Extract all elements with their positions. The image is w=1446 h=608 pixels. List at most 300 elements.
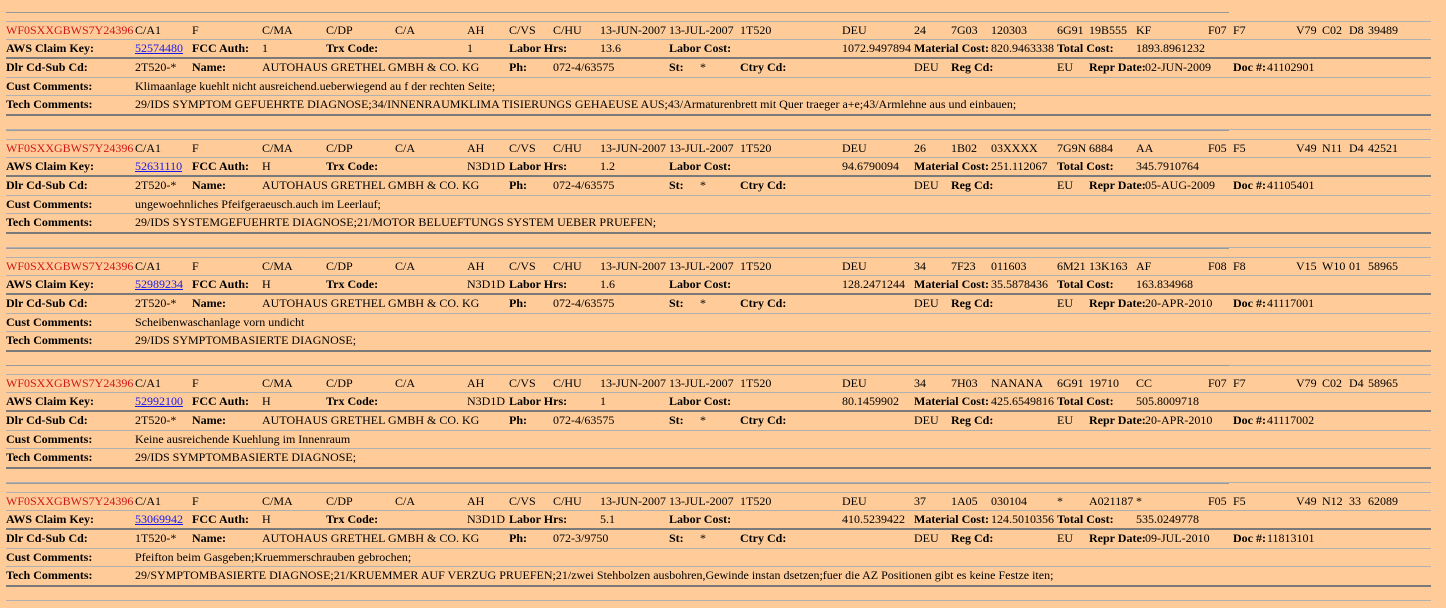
header-field: V79 (1296, 23, 1317, 37)
row-divider (6, 467, 1431, 469)
dlr-cd-label: Dlr Cd-Sub Cd: (6, 531, 88, 545)
header-field: C/A (395, 494, 416, 508)
aws-claim-key-label: AWS Claim Key: (6, 277, 94, 291)
material-cost-label: Material Cost: (914, 41, 989, 55)
row-divider (6, 39, 1431, 40)
header-field: 39489 (1368, 23, 1398, 37)
cust-comments-value: Pfeifton beim Gasgeben;Kruemmerschrauben gebrochen; (135, 550, 412, 564)
dealer-name: AUTOHAUS GRETHEL GMBH & CO. KG (262, 531, 480, 545)
dlr-cd-label: Dlr Cd-Sub Cd: (6, 413, 88, 427)
tech-comments-value: 29/IDS SYMPTOMBASIERTE DIAGNOSE; (135, 333, 357, 347)
header-field: C/A1 (135, 141, 162, 155)
header-field: C/A (395, 376, 416, 390)
material-cost-value: 820.9463338 (991, 41, 1054, 55)
cust-comments-label: Cust Comments: (6, 315, 93, 329)
header-field: F (192, 259, 199, 273)
row-divider (6, 195, 1431, 196)
header-field: 24 (914, 23, 926, 37)
vin: WF0SXXGBWS7Y24396 (6, 259, 134, 273)
row-divider (6, 313, 1431, 314)
total-cost-value: 505.8009718 (1136, 394, 1199, 408)
aws-claim-key-label: AWS Claim Key: (6, 512, 94, 526)
st-value: * (700, 296, 706, 310)
header-field: AH (467, 494, 485, 508)
row-divider (6, 213, 1431, 214)
claim-record (0, 137, 1446, 255)
header-field: C/DP (326, 23, 353, 37)
header-field: DEU (842, 494, 867, 508)
header-field: 13-JUN-2007 (600, 141, 666, 155)
dlr-cd-value: 2T520-* (135, 178, 177, 192)
repr-date-label: Repr Date: (1089, 413, 1146, 427)
row-divider (6, 430, 1431, 431)
header-field: F (192, 376, 199, 390)
aws-claim-key-link[interactable]: 52631110 (135, 159, 183, 173)
header-field: C/A (395, 259, 416, 273)
header-field: DEU (842, 376, 867, 390)
dlr-cd-label: Dlr Cd-Sub Cd: (6, 60, 88, 74)
row-divider (6, 510, 1431, 511)
record-separator (6, 365, 1229, 366)
header-field: F05 (1208, 141, 1227, 155)
cust-comments-value: ungewoehnliches Pfeifgeraeusch.auch im Leerlauf; (135, 197, 381, 211)
st-value: * (700, 60, 706, 74)
header-field: 7H03 (951, 376, 978, 390)
row-divider (6, 528, 1431, 530)
material-cost-value: 124.5010356 (991, 512, 1054, 526)
header-field: C/MA (262, 494, 293, 508)
phone-value: 072-4/63575 (553, 413, 615, 427)
header-field: C/VS (509, 376, 536, 390)
labor-hrs-value: 1.6 (600, 277, 615, 291)
labor-hrs-label: Labor Hrs: (509, 512, 568, 526)
header-field: 6G91 (1057, 376, 1084, 390)
record-separator (6, 248, 1229, 249)
header-field: 120303 (991, 23, 1027, 37)
header-field: 33 (1349, 494, 1361, 508)
header-field: F07 (1208, 23, 1227, 37)
header-field: DEU (842, 141, 867, 155)
header-field: 19710 (1089, 376, 1119, 390)
header-field: AH (467, 141, 485, 155)
header-field: 13-JUN-2007 (600, 376, 666, 390)
header-field: 58965 (1368, 376, 1398, 390)
header-field: F5 (1233, 141, 1246, 155)
row-divider (6, 95, 1431, 96)
header-field: 13-JUL-2007 (669, 494, 734, 508)
dealer-name: AUTOHAUS GRETHEL GMBH & CO. KG (262, 178, 480, 192)
labor-cost-value: 128.2471244 (842, 277, 905, 291)
header-field: V79 (1296, 376, 1317, 390)
ph-label: Ph: (509, 531, 527, 545)
aws-claim-key-link[interactable]: 52992100 (135, 394, 183, 408)
row-divider (6, 585, 1431, 587)
dlr-cd-value: 2T520-* (135, 413, 177, 427)
header-field: F (192, 23, 199, 37)
fcc-auth-value: H (262, 512, 271, 526)
aws-claim-key-label: AWS Claim Key: (6, 159, 94, 173)
total-cost-label: Total Cost: (1057, 159, 1114, 173)
header-field: 13-JUN-2007 (600, 23, 666, 37)
header-field: F08 (1208, 259, 1227, 273)
total-cost-label: Total Cost: (1057, 41, 1114, 55)
doc-no-label: Doc #: (1233, 60, 1266, 74)
header-field: C/HU (553, 376, 582, 390)
st-value: * (700, 413, 706, 427)
labor-cost-label: Labor Cost: (669, 512, 732, 526)
row-divider (6, 600, 1431, 601)
header-field: 03XXXX (991, 141, 1038, 155)
header-field: C/MA (262, 259, 293, 273)
header-field: N12 (1322, 494, 1343, 508)
trx-code-label: Trx Code: (326, 394, 379, 408)
header-field: 011603 (991, 259, 1027, 273)
labor-hrs-value: 1.2 (600, 159, 615, 173)
header-field: 13K163 (1089, 259, 1128, 273)
header-field: DEU (842, 23, 867, 37)
header-field: 6884 (1089, 141, 1113, 155)
header-field: C/HU (553, 141, 582, 155)
row-divider (6, 392, 1431, 393)
ph-label: Ph: (509, 413, 527, 427)
ctry-cd-label: Ctry Cd: (740, 413, 787, 427)
labor-hrs-label: Labor Hrs: (509, 277, 568, 291)
header-field: 7F23 (951, 259, 976, 273)
repr-date-value: 02-JUN-2009 (1145, 60, 1211, 74)
header-field: AA (1136, 141, 1154, 155)
total-cost-value: 1893.8961232 (1136, 41, 1205, 55)
material-cost-value: 425.6549816 (991, 394, 1054, 408)
ctry-cd-value: DEU (914, 296, 939, 310)
st-value: * (700, 531, 706, 545)
header-field: C/A1 (135, 376, 162, 390)
row-divider (6, 77, 1431, 78)
fcc-auth-label: FCC Auth: (192, 394, 250, 408)
st-label: St: (669, 531, 684, 545)
header-field: C/MA (262, 376, 293, 390)
trx-code-label: Trx Code: (326, 159, 379, 173)
header-field: C/A1 (135, 23, 162, 37)
ctry-cd-value: DEU (914, 178, 939, 192)
header-field: C/VS (509, 259, 536, 273)
phone-value: 072-4/63575 (553, 60, 615, 74)
trx-code-label: Trx Code: (326, 277, 379, 291)
reg-cd-label: Reg Cd: (951, 531, 994, 545)
aws-claim-key-link[interactable]: 52989234 (135, 277, 183, 291)
reg-cd-label: Reg Cd: (951, 413, 994, 427)
row-divider (6, 374, 1431, 375)
header-field: C/DP (326, 259, 353, 273)
material-cost-label: Material Cost: (914, 159, 989, 173)
row-divider (6, 410, 1431, 412)
repr-date-label: Repr Date: (1089, 178, 1146, 192)
record-separator (6, 12, 1229, 13)
st-value: * (700, 178, 706, 192)
header-field: * (1136, 494, 1142, 508)
header-field: 1T520 (740, 141, 772, 155)
header-field: 34 (914, 376, 926, 390)
dealer-name: AUTOHAUS GRETHEL GMBH & CO. KG (262, 296, 480, 310)
row-divider (6, 157, 1431, 158)
header-field: 6G91 (1057, 23, 1084, 37)
header-field: C/VS (509, 494, 536, 508)
dlr-cd-value: 2T520-* (135, 296, 177, 310)
header-field: W10 (1322, 259, 1346, 273)
header-field: 7G03 (951, 23, 978, 37)
dlr-cd-value: 1T520-* (135, 531, 177, 545)
header-field: A021187 (1089, 494, 1134, 508)
repr-date-value: 05-AUG-2009 (1145, 178, 1215, 192)
row-divider (6, 350, 1431, 352)
fcc-auth-value: H (262, 277, 271, 291)
tech-comments-label: Tech Comments: (6, 568, 93, 582)
header-field: * (1057, 494, 1063, 508)
labor-hrs-label: Labor Hrs: (509, 394, 568, 408)
cust-comments-value: Keine ausreichende Kuehlung im Innenraum (135, 432, 351, 446)
cust-comments-label: Cust Comments: (6, 432, 93, 446)
phone-value: 072-4/63575 (553, 296, 615, 310)
reg-cd-label: Reg Cd: (951, 178, 994, 192)
header-field: AF (1136, 259, 1152, 273)
header-field: V49 (1296, 141, 1317, 155)
row-divider (6, 448, 1431, 449)
total-cost-label: Total Cost: (1057, 277, 1114, 291)
header-field: F05 (1208, 494, 1227, 508)
total-cost-value: 163.834968 (1136, 277, 1193, 291)
trx-code-value: N3D1D (467, 277, 505, 291)
doc-no-value: 41102901 (1267, 60, 1315, 74)
trx-code-label: Trx Code: (326, 512, 379, 526)
row-divider (6, 257, 1431, 258)
tech-comments-label: Tech Comments: (6, 97, 93, 111)
cust-comments-label: Cust Comments: (6, 197, 93, 211)
header-field: 42521 (1368, 141, 1398, 155)
header-field: AH (467, 23, 485, 37)
labor-cost-label: Labor Cost: (669, 41, 732, 55)
header-field: D4 (1349, 376, 1364, 390)
trx-code-value: N3D1D (467, 159, 505, 173)
header-field: 6M21 (1057, 259, 1086, 273)
trx-code-value: N3D1D (467, 512, 505, 526)
cust-comments-value: Klimaanlage kuehlt nicht ausreichend.ueberwiegend au f der rechten Seite; (135, 79, 496, 93)
row-divider (6, 175, 1431, 177)
ph-label: Ph: (509, 60, 527, 74)
header-field: 13-JUN-2007 (600, 494, 666, 508)
header-field: 1T520 (740, 23, 772, 37)
cust-comments-value: Scheibenwaschanlage vorn undicht (135, 315, 305, 329)
header-field: C/HU (553, 23, 582, 37)
labor-cost-value: 1072.9497894 (842, 41, 911, 55)
tech-comments-value: 29/SYMPTOMBASIERTE DIAGNOSE;21/KRUEMMER AUF VERZUG PRUEFEN;21/zwei Stehbolzen ausbohren,Gewinde instan dsetzen;fuer die AZ Positionen gibt es keine Festze iten; (135, 568, 1054, 582)
tech-comments-value: 29/IDS SYMPTOM GEFUEHRTE DIAGNOSE;34/INNENRAUMKLIMA TISIERUNGS GEHAEUSE AUS;43/Armaturenbrett mit Quer traeger a+e;43/Armlehne aus und einbauen; (135, 97, 1017, 111)
labor-cost-value: 80.1459902 (842, 394, 899, 408)
phone-value: 072-4/63575 (553, 178, 615, 192)
reg-cd-value: EU (1057, 413, 1073, 427)
header-field: 26 (914, 141, 926, 155)
header-field: AH (467, 259, 485, 273)
aws-claim-key-label: AWS Claim Key: (6, 41, 94, 55)
repr-date-label: Repr Date: (1089, 60, 1146, 74)
fcc-auth-label: FCC Auth: (192, 159, 250, 173)
phone-value: 072-3/9750 (553, 531, 609, 545)
tech-comments-value: 29/IDS SYSTEMGEFUEHRTE DIAGNOSE;21/MOTOR BELUEFTUNGS SYSTEM UEBER PRUEFEN; (135, 215, 657, 229)
header-field: C/DP (326, 376, 353, 390)
header-field: F (192, 141, 199, 155)
header-field: 13-JUL-2007 (669, 376, 734, 390)
doc-no-value: 41117001 (1267, 296, 1315, 310)
header-field: NANANA (991, 376, 1043, 390)
aws-claim-key-link[interactable]: 52574480 (135, 41, 183, 55)
cust-comments-label: Cust Comments: (6, 79, 93, 93)
dlr-cd-label: Dlr Cd-Sub Cd: (6, 178, 88, 192)
record-separator (6, 130, 1229, 131)
row-divider (6, 275, 1431, 276)
vin: WF0SXXGBWS7Y24396 (6, 494, 134, 508)
st-label: St: (669, 413, 684, 427)
fcc-auth-value: H (262, 159, 271, 173)
header-field: C/DP (326, 141, 353, 155)
doc-no-value: 41105401 (1267, 178, 1315, 192)
name-label: Name: (192, 531, 226, 545)
tech-comments-value: 29/IDS SYMPTOMBASIERTE DIAGNOSE; (135, 450, 357, 464)
header-field: F7 (1233, 376, 1246, 390)
total-cost-value: 345.7910764 (1136, 159, 1199, 173)
fcc-auth-label: FCC Auth: (192, 512, 250, 526)
header-field: C/HU (553, 494, 582, 508)
vin: WF0SXXGBWS7Y24396 (6, 376, 134, 390)
header-field: C/A1 (135, 494, 162, 508)
repr-date-label: Repr Date: (1089, 296, 1146, 310)
row-divider (6, 331, 1431, 332)
ctry-cd-value: DEU (914, 413, 939, 427)
row-divider (6, 232, 1431, 234)
header-field: 01 (1349, 259, 1361, 273)
header-field: 13-JUL-2007 (669, 23, 734, 37)
header-field: C/VS (509, 23, 536, 37)
reg-cd-label: Reg Cd: (951, 296, 994, 310)
total-cost-value: 535.0249778 (1136, 512, 1199, 526)
ctry-cd-label: Ctry Cd: (740, 178, 787, 192)
reg-cd-value: EU (1057, 60, 1073, 74)
labor-hrs-label: Labor Hrs: (509, 159, 568, 173)
ph-label: Ph: (509, 178, 527, 192)
header-field: F07 (1208, 376, 1227, 390)
aws-claim-key-label: AWS Claim Key: (6, 394, 94, 408)
fcc-auth-label: FCC Auth: (192, 41, 250, 55)
st-label: St: (669, 296, 684, 310)
fcc-auth-label: FCC Auth: (192, 277, 250, 291)
header-field: C/MA (262, 141, 293, 155)
dealer-name: AUTOHAUS GRETHEL GMBH & CO. KG (262, 413, 480, 427)
header-field: F5 (1233, 494, 1246, 508)
row-divider (6, 139, 1431, 140)
header-field: N11 (1322, 141, 1343, 155)
claim-record (0, 255, 1446, 373)
header-field: C02 (1322, 376, 1343, 390)
row-divider (6, 548, 1431, 549)
header-field: F7 (1233, 23, 1246, 37)
dealer-name: AUTOHAUS GRETHEL GMBH & CO. KG (262, 60, 480, 74)
header-field: CC (1136, 376, 1153, 390)
doc-no-label: Doc #: (1233, 296, 1266, 310)
header-field: 1T520 (740, 376, 772, 390)
ctry-cd-label: Ctry Cd: (740, 296, 787, 310)
reg-cd-value: EU (1057, 531, 1073, 545)
labor-cost-value: 94.6790094 (842, 159, 899, 173)
record-separator (6, 483, 1229, 484)
claim-record (0, 490, 1446, 608)
reg-cd-value: EU (1057, 178, 1073, 192)
labor-hrs-value: 5.1 (600, 512, 615, 526)
fcc-auth-value: H (262, 394, 271, 408)
labor-cost-label: Labor Cost: (669, 277, 732, 291)
tech-comments-label: Tech Comments: (6, 215, 93, 229)
header-field: 7G9N (1057, 141, 1087, 155)
fcc-auth-value: 1 (262, 41, 268, 55)
material-cost-value: 251.112067 (991, 159, 1048, 173)
doc-no-value: 11813101 (1267, 531, 1315, 545)
st-label: St: (669, 60, 684, 74)
ph-label: Ph: (509, 296, 527, 310)
header-field: V15 (1296, 259, 1317, 273)
doc-no-value: 41117002 (1267, 413, 1315, 427)
trx-code-value: 1 (467, 41, 473, 55)
repr-date-value: 20-APR-2010 (1145, 296, 1213, 310)
name-label: Name: (192, 178, 226, 192)
header-field: C/HU (553, 259, 582, 273)
ctry-cd-label: Ctry Cd: (740, 531, 787, 545)
ctry-cd-value: DEU (914, 60, 939, 74)
repr-date-label: Repr Date: (1089, 531, 1146, 545)
header-field: F8 (1233, 259, 1246, 273)
reg-cd-label: Reg Cd: (951, 60, 994, 74)
material-cost-value: 35.5878436 (991, 277, 1048, 291)
header-field: 13-JUN-2007 (600, 259, 666, 273)
material-cost-label: Material Cost: (914, 512, 989, 526)
header-field: C/A1 (135, 259, 162, 273)
header-field: 37 (914, 494, 926, 508)
name-label: Name: (192, 296, 226, 310)
reg-cd-value: EU (1057, 296, 1073, 310)
header-field: AH (467, 376, 485, 390)
row-divider (6, 566, 1431, 567)
row-divider (6, 492, 1431, 493)
header-field: C/A (395, 141, 416, 155)
ctry-cd-value: DEU (914, 531, 939, 545)
name-label: Name: (192, 60, 226, 74)
doc-no-label: Doc #: (1233, 413, 1266, 427)
claim-record (0, 372, 1446, 490)
labor-hrs-value: 1 (600, 394, 606, 408)
labor-cost-value: 410.5239422 (842, 512, 905, 526)
row-divider (6, 293, 1431, 295)
aws-claim-key-link[interactable]: 53069942 (135, 512, 183, 526)
header-field: KF (1136, 23, 1152, 37)
trx-code-label: Trx Code: (326, 41, 379, 55)
header-field: 1T520 (740, 259, 772, 273)
row-divider (6, 57, 1431, 59)
header-field: 13-JUL-2007 (669, 259, 734, 273)
repr-date-value: 20-APR-2010 (1145, 413, 1213, 427)
header-field: 62089 (1368, 494, 1398, 508)
header-field: 030104 (991, 494, 1027, 508)
header-field: C02 (1322, 23, 1343, 37)
trx-code-value: N3D1D (467, 394, 505, 408)
material-cost-label: Material Cost: (914, 277, 989, 291)
vin: WF0SXXGBWS7Y24396 (6, 141, 134, 155)
ctry-cd-label: Ctry Cd: (740, 60, 787, 74)
name-label: Name: (192, 413, 226, 427)
